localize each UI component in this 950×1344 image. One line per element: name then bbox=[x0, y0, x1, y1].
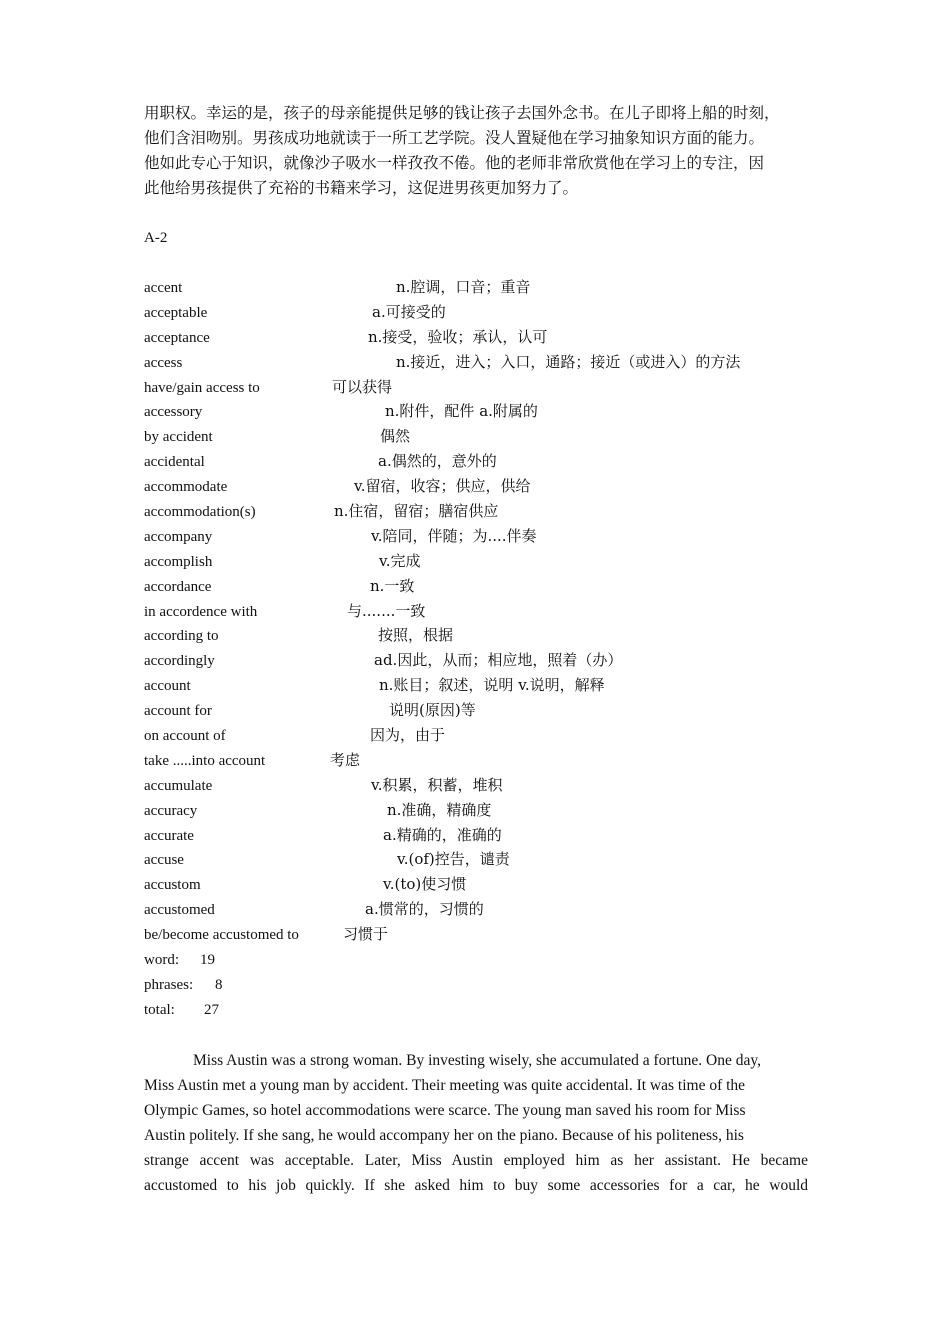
vocab-row bbox=[0, 278, 950, 303]
chinese-line: 他如此专心于知识，就像沙子吸水一样孜孜不倦。他的老师非常欣赏他在学习上的专注，因 bbox=[144, 154, 765, 172]
vocab-row bbox=[0, 826, 950, 851]
vocab-term: by accident bbox=[144, 429, 213, 446]
vocab-row bbox=[0, 303, 950, 328]
vocab-row bbox=[0, 676, 950, 701]
vocab-term: accurate bbox=[144, 827, 194, 844]
vocab-meaning: v.(of)控告，谴责 bbox=[397, 850, 510, 869]
vocab-meaning: 与.......一致 bbox=[347, 601, 426, 620]
vocab-meaning: a.精确的，准确的 bbox=[383, 825, 502, 844]
vocab-row bbox=[0, 552, 950, 577]
vocab-row bbox=[0, 527, 950, 552]
vocab-row bbox=[0, 626, 950, 651]
vocab-term: access bbox=[144, 354, 183, 371]
vocab-term: account bbox=[144, 678, 191, 695]
vocab-meaning: v.积累，积蓄，堆积 bbox=[371, 775, 503, 794]
vocabulary-list bbox=[0, 278, 950, 950]
vocab-meaning: n.住宿，留宿；膳宿供应 bbox=[334, 502, 499, 521]
vocab-row bbox=[0, 900, 950, 925]
vocab-term: accessory bbox=[144, 404, 203, 421]
vocab-meaning: v.(to)使习惯 bbox=[383, 875, 467, 894]
stat-label: phrases: bbox=[144, 977, 194, 993]
vocab-row bbox=[0, 452, 950, 477]
vocab-row bbox=[0, 875, 950, 900]
vocab-term: acceptable bbox=[144, 304, 208, 321]
stat-value: 8 bbox=[215, 977, 223, 993]
vocab-meaning: n.一致 bbox=[370, 576, 415, 595]
vocab-meaning: n.接近，进入；入口，通路；接近（或进入）的方法 bbox=[396, 352, 741, 371]
vocab-row bbox=[0, 701, 950, 726]
vocab-term: take .....into account bbox=[144, 752, 266, 769]
chinese-line: 此他给男孩提供了充裕的书籍来学习，这促进男孩更加努力了。 bbox=[144, 179, 579, 197]
vocab-row bbox=[0, 353, 950, 378]
stat-value: 19 bbox=[200, 952, 215, 968]
vocab-meaning: n.准确，精确度 bbox=[387, 800, 492, 819]
word-count-summary bbox=[0, 950, 950, 1025]
vocab-meaning: ad.因此，从而；相应地，照着（办） bbox=[374, 651, 623, 670]
stat-label: word: bbox=[144, 952, 179, 968]
vocab-term: accordingly bbox=[144, 653, 215, 670]
vocab-term: accustom bbox=[144, 877, 201, 894]
vocab-term: accumulate bbox=[144, 777, 213, 794]
vocab-row bbox=[0, 602, 950, 627]
vocab-meaning: a.惯常的，习惯的 bbox=[365, 900, 484, 919]
stat-value: 27 bbox=[204, 1002, 219, 1018]
vocab-meaning: 考虑 bbox=[330, 750, 361, 769]
vocab-meaning: a.偶然的，意外的 bbox=[378, 452, 497, 471]
vocab-term: according to bbox=[144, 628, 219, 645]
vocab-row bbox=[0, 801, 950, 826]
vocab-term: be/become accustomed to bbox=[144, 927, 299, 944]
chinese-line: 用职权。幸运的是，孩子的母亲能提供足够的钱让孩子去国外念书。在儿子即将上船的时刻， bbox=[144, 104, 780, 122]
vocab-term: account for bbox=[144, 703, 212, 720]
stat-row bbox=[0, 975, 950, 1000]
vocab-meaning: 因为，由于 bbox=[370, 726, 446, 745]
english-line: Olympic Games, so hotel accommodations were scarce. The young man saved his room for Miss bbox=[144, 1102, 746, 1119]
vocab-term: accompany bbox=[144, 528, 213, 545]
vocab-term: accent bbox=[144, 280, 183, 296]
english-line: accustomed to his job quickly. If she asked him to buy some accessories for a car, he would bbox=[144, 1177, 808, 1194]
section-heading: A-2 bbox=[144, 230, 168, 246]
vocab-term: in accordence with bbox=[144, 603, 258, 620]
vocab-meaning: v.陪同，伴随；为....伴奏 bbox=[371, 526, 537, 545]
vocab-row bbox=[0, 378, 950, 403]
vocab-term: accommodate bbox=[144, 479, 228, 496]
vocab-row bbox=[0, 427, 950, 452]
vocab-meaning: v.留宿，收容；供应，供给 bbox=[354, 477, 531, 496]
vocab-term: accustomed bbox=[144, 902, 215, 919]
english-line: Austin politely. If she sang, he would accompany her on the piano. Because of his politeness, his bbox=[144, 1127, 744, 1144]
vocab-meaning: n.附件，配件 a.附属的 bbox=[385, 402, 538, 421]
vocab-row bbox=[0, 925, 950, 950]
vocab-row bbox=[0, 776, 950, 801]
vocab-row bbox=[0, 651, 950, 676]
vocab-meaning: 偶然 bbox=[380, 427, 411, 446]
vocab-meaning: 可以获得 bbox=[332, 377, 393, 396]
english-line: Miss Austin was a strong woman. By investing wisely, she accumulated a fortune. One day, bbox=[193, 1052, 761, 1069]
vocab-term: have/gain access to bbox=[144, 379, 260, 396]
vocab-term: accordance bbox=[144, 578, 212, 595]
chinese-paragraph bbox=[144, 101, 812, 201]
vocab-row bbox=[0, 726, 950, 751]
vocab-term: accommodation(s) bbox=[144, 504, 256, 521]
vocab-term: accuracy bbox=[144, 802, 198, 819]
stat-row bbox=[0, 1000, 950, 1025]
vocab-meaning: 按照，根据 bbox=[378, 626, 454, 645]
english-line: Miss Austin met a young man by accident. Their meeting was quite accidental. It was time of the bbox=[144, 1077, 746, 1094]
vocab-meaning: n.接受，验收；承认，认可 bbox=[368, 327, 548, 346]
stat-row bbox=[0, 950, 950, 975]
vocab-meaning: a.可接受的 bbox=[372, 302, 446, 321]
vocab-meaning: 习惯于 bbox=[343, 925, 389, 944]
english-paragraph bbox=[144, 1048, 808, 1198]
vocab-term: on account of bbox=[144, 728, 226, 745]
vocab-row bbox=[0, 328, 950, 353]
vocab-term: acceptance bbox=[144, 329, 210, 346]
vocab-row bbox=[0, 477, 950, 502]
vocab-term: accidental bbox=[144, 454, 205, 471]
stat-label: total: bbox=[144, 1002, 175, 1018]
vocab-term: accuse bbox=[144, 852, 184, 869]
vocab-term: accomplish bbox=[144, 553, 213, 570]
vocab-meaning: v.完成 bbox=[379, 551, 421, 570]
english-line: strange accent was acceptable. Later, Miss Austin employed him as her assistant. He became bbox=[144, 1152, 808, 1169]
vocab-row bbox=[0, 751, 950, 776]
vocab-row bbox=[0, 502, 950, 527]
vocab-meaning: n.账目；叙述，说明 v.说明，解释 bbox=[379, 676, 605, 695]
vocab-row bbox=[0, 850, 950, 875]
vocab-row bbox=[0, 402, 950, 427]
chinese-line: 他们含泪吻别。男孩成功地就读于一所工艺学院。没人置疑他在学习抽象知识方面的能力。 bbox=[144, 129, 765, 147]
vocab-meaning: 说明(原因)等 bbox=[389, 701, 476, 720]
vocab-meaning: n.腔调，口音；重音 bbox=[396, 278, 531, 296]
vocab-row bbox=[0, 577, 950, 602]
